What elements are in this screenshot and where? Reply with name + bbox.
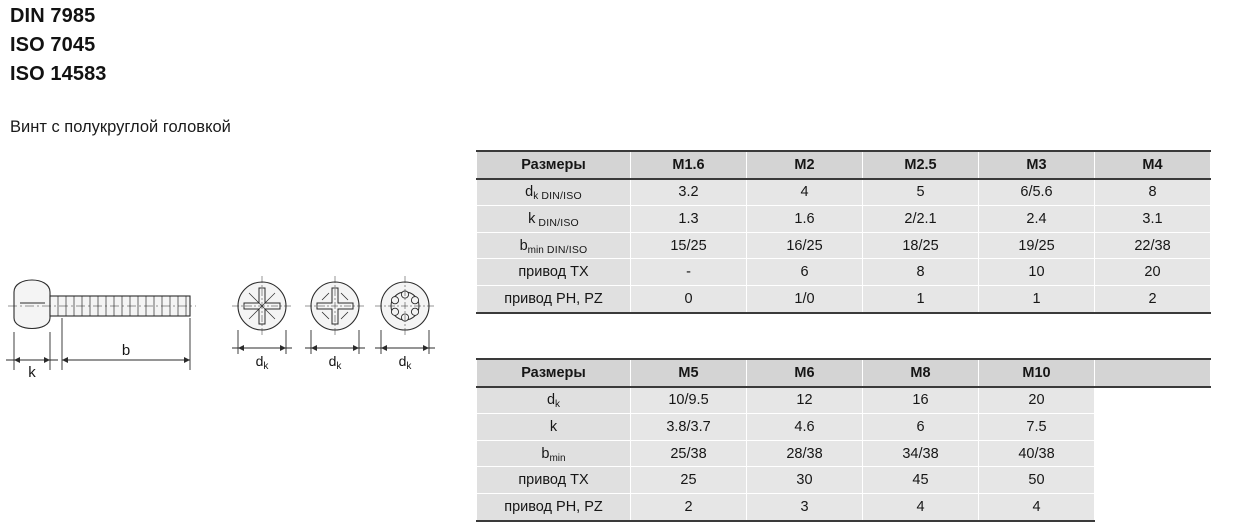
cell: 8 <box>863 259 979 286</box>
th-m5: M5 <box>631 359 747 387</box>
screw-head-side <box>14 280 50 329</box>
row-label-dk: $d_k$ $_{DIN/ISO}$ <box>477 179 631 206</box>
cell: 6 <box>747 259 863 286</box>
cell: 10 <box>979 259 1095 286</box>
table-header-row <box>477 359 1211 387</box>
cell: 1.6 <box>747 206 863 233</box>
cell-empty <box>1095 414 1211 441</box>
th-m10: M10 <box>979 359 1095 387</box>
row-label-k: k <box>477 414 631 441</box>
cell: 4 <box>747 179 863 206</box>
row-label-bmin: $b_{min}$ <box>477 440 631 467</box>
cell: 2.4 <box>979 206 1095 233</box>
cell: 30 <box>747 467 863 494</box>
th-sizes: Размеры <box>477 151 631 179</box>
th-m3: M3 <box>979 151 1095 179</box>
cell: 1.3 <box>631 206 747 233</box>
standard-line-din7985: DIN 7985 <box>10 5 96 27</box>
cell: 6 <box>863 414 979 441</box>
cell: 40/38 <box>979 440 1095 467</box>
row-label-dk: $d_k$ <box>477 387 631 414</box>
cell: 6/5.6 <box>979 179 1095 206</box>
table-row <box>477 493 1211 520</box>
product-caption: Винт с полукруглой головкой <box>10 118 231 136</box>
dimension-label-dk-1: $d_k$ <box>255 353 269 372</box>
cell: 4.6 <box>747 414 863 441</box>
table-row <box>477 285 1211 312</box>
cell: 50 <box>979 467 1095 494</box>
cell: 4 <box>979 493 1095 520</box>
row-label-drive-tx: привод TX <box>477 259 631 286</box>
cell-empty <box>1095 440 1211 467</box>
cell: 0 <box>631 285 747 312</box>
table-row <box>477 259 1211 286</box>
dimension-label-k: k <box>28 364 36 381</box>
table-row <box>477 467 1211 494</box>
cell: 15/25 <box>631 232 747 259</box>
cell: 3.2 <box>631 179 747 206</box>
dimensions-table-metric-large <box>476 358 1211 522</box>
cell: 1/0 <box>747 285 863 312</box>
screw-technical-drawing <box>0 262 460 392</box>
th-m6: M6 <box>747 359 863 387</box>
cell: 25/38 <box>631 440 747 467</box>
th-sizes: Размеры <box>477 359 631 387</box>
standards-list <box>10 2 440 89</box>
cell: 12 <box>747 387 863 414</box>
pozidriv-head-view <box>305 276 365 336</box>
cell: 4 <box>863 493 979 520</box>
cell: 1 <box>863 285 979 312</box>
cell: 3.8/3.7 <box>631 414 747 441</box>
th-m1-6: M1.6 <box>631 151 747 179</box>
standard-line-iso14583: ISO 14583 <box>10 63 107 85</box>
cell: 45 <box>863 467 979 494</box>
table-row <box>477 414 1211 441</box>
table-header-row <box>477 151 1211 179</box>
row-label-bmin: $b_{min}$ $_{DIN/ISO}$ <box>477 232 631 259</box>
cell: 28/38 <box>747 440 863 467</box>
th-m4: M4 <box>1095 151 1211 179</box>
cell: - <box>631 259 747 286</box>
cell: 19/25 <box>979 232 1095 259</box>
cell: 34/38 <box>863 440 979 467</box>
cell: 7.5 <box>979 414 1095 441</box>
cell: 3.1 <box>1095 206 1211 233</box>
th-m2: M2 <box>747 151 863 179</box>
table-row <box>477 206 1211 233</box>
dimensions-table-metric-small <box>476 150 1211 314</box>
cell-empty <box>1095 493 1211 520</box>
cell: 16/25 <box>747 232 863 259</box>
spec-table-1 <box>476 150 1211 314</box>
dimension-label-dk-3: $d_k$ <box>398 353 412 372</box>
cell: 25 <box>631 467 747 494</box>
cell: 2 <box>1095 285 1211 312</box>
table-row <box>477 179 1211 206</box>
cell: 5 <box>863 179 979 206</box>
cell: 22/38 <box>1095 232 1211 259</box>
cell-empty <box>1095 467 1211 494</box>
cell: 2 <box>631 493 747 520</box>
th-empty <box>1095 359 1211 387</box>
cell: 3 <box>747 493 863 520</box>
cell: 1 <box>979 285 1095 312</box>
dimension-label-dk-2: $d_k$ <box>328 353 342 372</box>
torx-head-view <box>375 276 435 336</box>
cell-empty <box>1095 387 1211 414</box>
cell: 16 <box>863 387 979 414</box>
cell: 20 <box>979 387 1095 414</box>
cell: 10/9.5 <box>631 387 747 414</box>
cell: 18/25 <box>863 232 979 259</box>
dimension-label-b: b <box>121 342 131 359</box>
th-m8: M8 <box>863 359 979 387</box>
th-m2-5: M2.5 <box>863 151 979 179</box>
table-row <box>477 387 1211 414</box>
cell: 8 <box>1095 179 1211 206</box>
row-label-drive-ph-pz: привод PH, PZ <box>477 493 631 520</box>
row-label-drive-tx: привод TX <box>477 467 631 494</box>
table-row <box>477 440 1211 467</box>
standard-line-iso7045: ISO 7045 <box>10 34 96 56</box>
drawing-svg <box>0 262 460 392</box>
row-label-k: k $_{DIN/ISO}$ <box>477 206 631 233</box>
row-label-drive-ph-pz: привод PH, PZ <box>477 285 631 312</box>
spec-table-2 <box>476 358 1211 522</box>
cell: 20 <box>1095 259 1211 286</box>
table-row <box>477 232 1211 259</box>
phillips-head-view <box>232 276 292 336</box>
cell: 2/2.1 <box>863 206 979 233</box>
